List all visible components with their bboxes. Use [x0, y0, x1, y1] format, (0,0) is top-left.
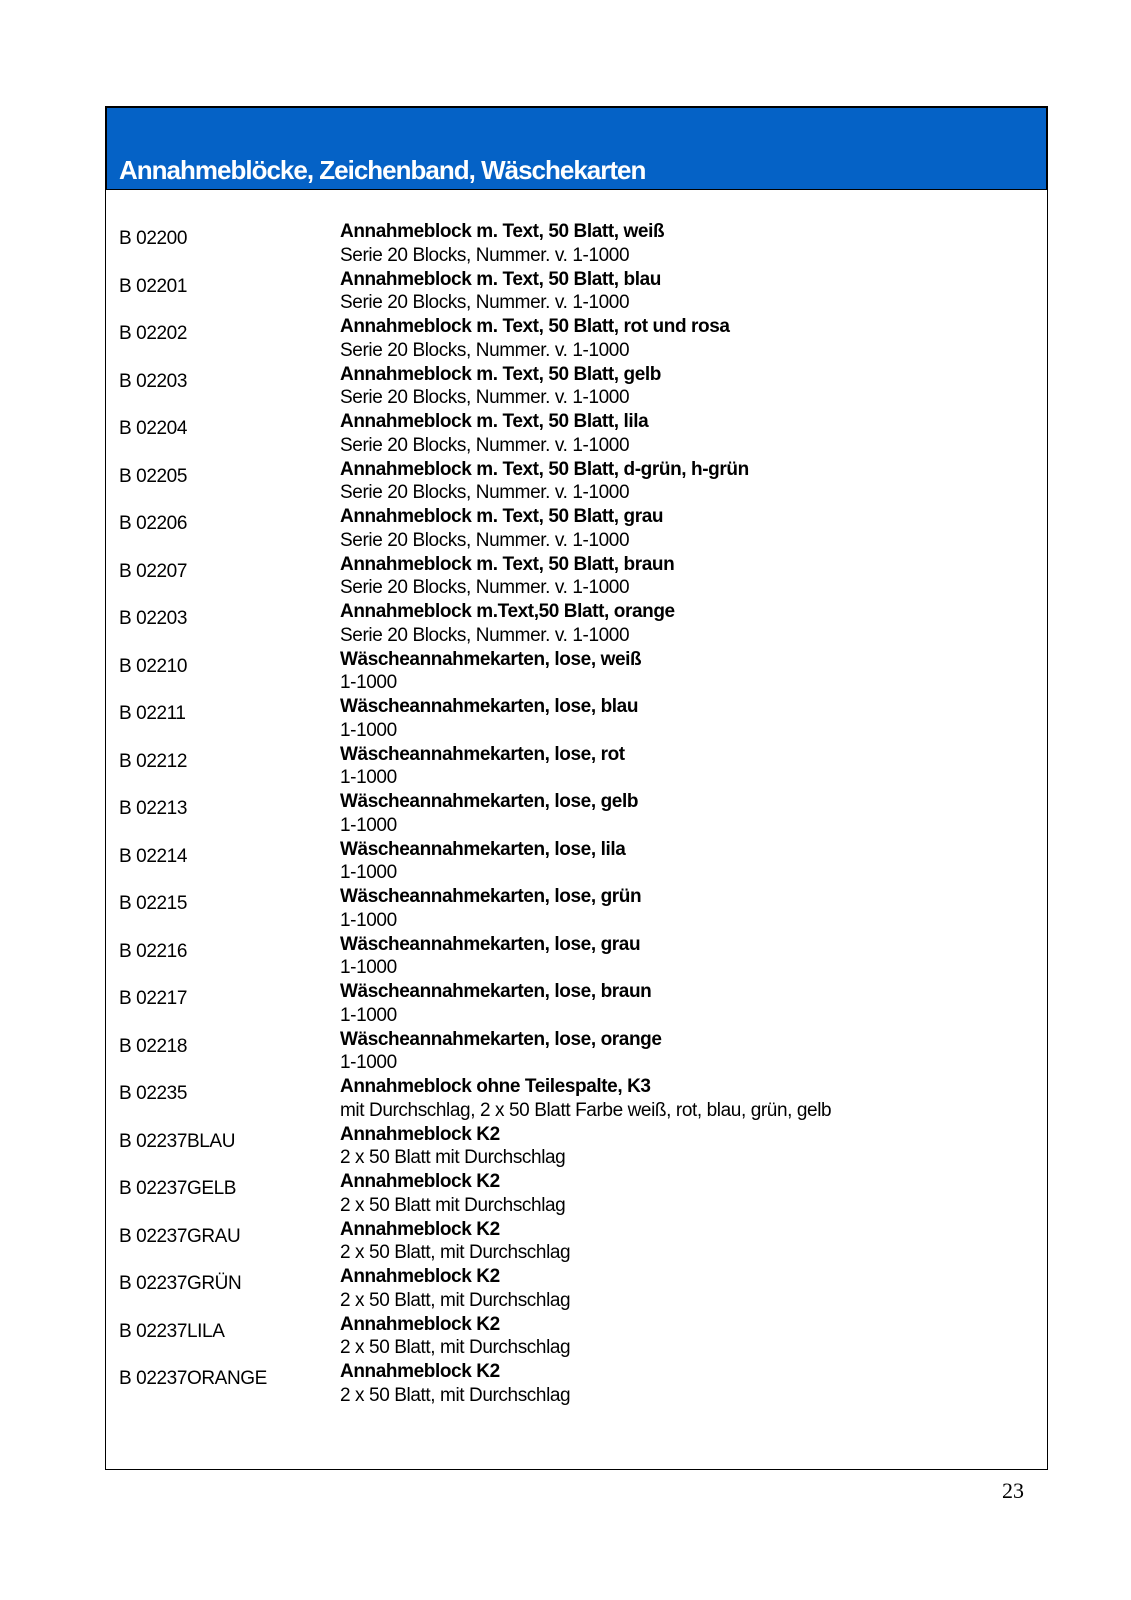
product-title: Annahmeblock K2	[340, 1218, 500, 1240]
table-row	[106, 1170, 1047, 1218]
product-title: Annahmeblock m. Text, 50 Blatt, weiß	[340, 221, 665, 242]
table-row	[106, 220, 1047, 268]
table-row	[106, 933, 1047, 981]
product-list-box	[105, 190, 1048, 1470]
product-code: B 02213	[119, 798, 187, 819]
product-title: Wäscheannahmekarten, lose, lila	[340, 838, 626, 860]
product-description	[340, 1075, 1047, 1122]
table-row	[106, 1123, 1047, 1171]
table-row	[106, 838, 1047, 886]
product-code: B 02203	[119, 608, 187, 629]
product-subtitle: Serie 20 Blocks, Nummer. v. 1-1000	[340, 244, 630, 266]
product-description	[340, 648, 1047, 695]
product-description	[340, 743, 1047, 790]
product-code: B 02216	[119, 940, 187, 962]
product-code: B 02202	[119, 323, 187, 344]
product-subtitle: 1-1000	[340, 1052, 397, 1073]
table-row	[106, 1028, 1047, 1076]
product-subtitle: Serie 20 Blocks, Nummer. v. 1-1000	[340, 339, 630, 361]
product-title: Wäscheannahmekarten, lose, blau	[340, 696, 639, 717]
product-title: Annahmeblock K2	[340, 1123, 500, 1145]
product-code: B 02218	[119, 1035, 187, 1057]
product-subtitle: 1-1000	[340, 957, 397, 978]
product-description	[340, 980, 1047, 1027]
table-row	[106, 980, 1047, 1028]
section-title: Annahmeblöcke, Zeichenband, Wäschekarten	[119, 154, 646, 185]
product-subtitle: mit Durchschlag, 2 x 50 Blatt Farbe weiß, rot, blau, grün, gelb	[340, 1099, 832, 1121]
product-description	[340, 505, 1047, 552]
product-list	[106, 190, 1047, 1408]
product-code: B 02207	[119, 560, 187, 582]
product-subtitle: 2 x 50 Blatt, mit Durchschlag	[340, 1289, 571, 1311]
table-row	[106, 268, 1047, 316]
product-description	[340, 315, 1047, 362]
table-row	[106, 790, 1047, 838]
product-subtitle: Serie 20 Blocks, Nummer. v. 1-1000	[340, 292, 630, 313]
product-code: B 02203	[119, 370, 187, 392]
product-description	[340, 838, 1047, 885]
page-number: 23	[1002, 1478, 1024, 1503]
product-title: Annahmeblock m. Text, 50 Blatt, grau	[340, 506, 664, 527]
product-code: B 02237GELB	[119, 1178, 237, 1199]
product-title: Wäscheannahmekarten, lose, grün	[340, 886, 642, 907]
product-description	[340, 1313, 1047, 1360]
product-code: B 02237GRAU	[119, 1225, 241, 1247]
product-subtitle: Serie 20 Blocks, Nummer. v. 1-1000	[340, 434, 630, 456]
table-row	[106, 1265, 1047, 1313]
table-row	[106, 553, 1047, 601]
product-title: Wäscheannahmekarten, lose, orange	[340, 1028, 662, 1050]
product-subtitle: 1-1000	[340, 719, 397, 741]
table-row	[106, 1360, 1047, 1408]
product-code: B 02204	[119, 418, 187, 439]
product-title: Annahmeblock m. Text, 50 Blatt, lila	[340, 411, 649, 432]
product-code: B 02237LILA	[119, 1320, 225, 1342]
table-row	[106, 1075, 1047, 1123]
product-title: Annahmeblock K2	[340, 1313, 500, 1335]
product-subtitle: 2 x 50 Blatt mit Durchschlag	[340, 1194, 566, 1216]
product-code: B 02212	[119, 750, 187, 772]
product-description	[340, 600, 1047, 647]
product-subtitle: 1-1000	[340, 1004, 397, 1026]
product-title: Wäscheannahmekarten, lose, braun	[340, 981, 652, 1002]
table-row	[106, 885, 1047, 933]
product-description	[340, 363, 1047, 410]
product-subtitle: 2 x 50 Blatt, mit Durchschlag	[340, 1384, 571, 1406]
product-code: B 02237BLAU	[119, 1130, 236, 1152]
product-code: B 02210	[119, 655, 187, 677]
product-description	[340, 410, 1047, 457]
product-subtitle: 2 x 50 Blatt, mit Durchschlag	[340, 1242, 571, 1263]
table-row	[106, 648, 1047, 696]
product-description	[340, 1265, 1047, 1312]
product-code: B 02211	[119, 703, 186, 724]
table-row	[106, 315, 1047, 363]
product-subtitle: 1-1000	[340, 862, 397, 883]
product-title: Wäscheannahmekarten, lose, weiß	[340, 648, 642, 670]
product-subtitle: 1-1000	[340, 672, 397, 693]
product-title: Annahmeblock m. Text, 50 Blatt, blau	[340, 268, 661, 290]
product-description	[340, 458, 1047, 505]
product-subtitle: 1-1000	[340, 767, 397, 788]
product-subtitle: Serie 20 Blocks, Nummer. v. 1-1000	[340, 577, 630, 598]
product-subtitle: Serie 20 Blocks, Nummer. v. 1-1000	[340, 529, 630, 551]
product-title: Annahmeblock m. Text, 50 Blatt, rot und rosa	[340, 316, 730, 337]
product-code: B 02206	[119, 513, 187, 534]
product-description	[340, 933, 1047, 980]
product-description	[340, 695, 1047, 742]
product-description	[340, 1028, 1047, 1075]
product-title: Annahmeblock ohne Teilespalte, K3	[340, 1076, 651, 1097]
product-description	[340, 885, 1047, 932]
product-title: Annahmeblock m.Text,50 Blatt, orange	[340, 601, 675, 622]
product-subtitle: 1-1000	[340, 814, 397, 836]
product-subtitle: Serie 20 Blocks, Nummer. v. 1-1000	[340, 624, 630, 646]
product-subtitle: 2 x 50 Blatt, mit Durchschlag	[340, 1337, 571, 1358]
table-row	[106, 505, 1047, 553]
product-description	[340, 220, 1047, 267]
product-title: Wäscheannahmekarten, lose, gelb	[340, 791, 639, 812]
product-title: Wäscheannahmekarten, lose, rot	[340, 743, 625, 765]
table-row	[106, 410, 1047, 458]
product-description	[340, 1123, 1047, 1170]
product-title: Annahmeblock m. Text, 50 Blatt, gelb	[340, 363, 661, 385]
product-description	[340, 790, 1047, 837]
product-code: B 02215	[119, 893, 187, 914]
table-row	[106, 458, 1047, 506]
table-row	[106, 363, 1047, 411]
product-code: B 02237GRÜN	[119, 1273, 242, 1294]
product-code: B 02200	[119, 228, 187, 249]
product-subtitle: Serie 20 Blocks, Nummer. v. 1-1000	[340, 482, 630, 503]
product-subtitle: Serie 20 Blocks, Nummer. v. 1-1000	[340, 387, 630, 408]
section-header-bar	[105, 106, 1048, 191]
product-description	[340, 553, 1047, 600]
table-row	[106, 1313, 1047, 1361]
product-code: B 02205	[119, 465, 187, 487]
product-description	[340, 1170, 1047, 1217]
product-title: Annahmeblock m. Text, 50 Blatt, d-grün, h-grün	[340, 458, 749, 480]
product-description	[340, 268, 1047, 315]
product-code: B 02201	[119, 275, 187, 297]
product-title: Annahmeblock K2	[340, 1266, 500, 1287]
product-code: B 02237ORANGE	[119, 1368, 267, 1389]
product-code: B 02235	[119, 1083, 187, 1104]
product-code: B 02214	[119, 845, 187, 867]
product-subtitle: 1-1000	[340, 909, 397, 931]
table-row	[106, 695, 1047, 743]
product-code: B 02217	[119, 988, 187, 1009]
table-row	[106, 743, 1047, 791]
product-description	[340, 1218, 1047, 1265]
product-title: Annahmeblock K2	[340, 1361, 500, 1382]
product-title: Annahmeblock K2	[340, 1171, 500, 1192]
table-row	[106, 1218, 1047, 1266]
product-subtitle: 2 x 50 Blatt mit Durchschlag	[340, 1147, 566, 1168]
product-title: Wäscheannahmekarten, lose, grau	[340, 933, 641, 955]
table-row	[106, 600, 1047, 648]
product-title: Annahmeblock m. Text, 50 Blatt, braun	[340, 553, 675, 575]
product-description	[340, 1360, 1047, 1407]
